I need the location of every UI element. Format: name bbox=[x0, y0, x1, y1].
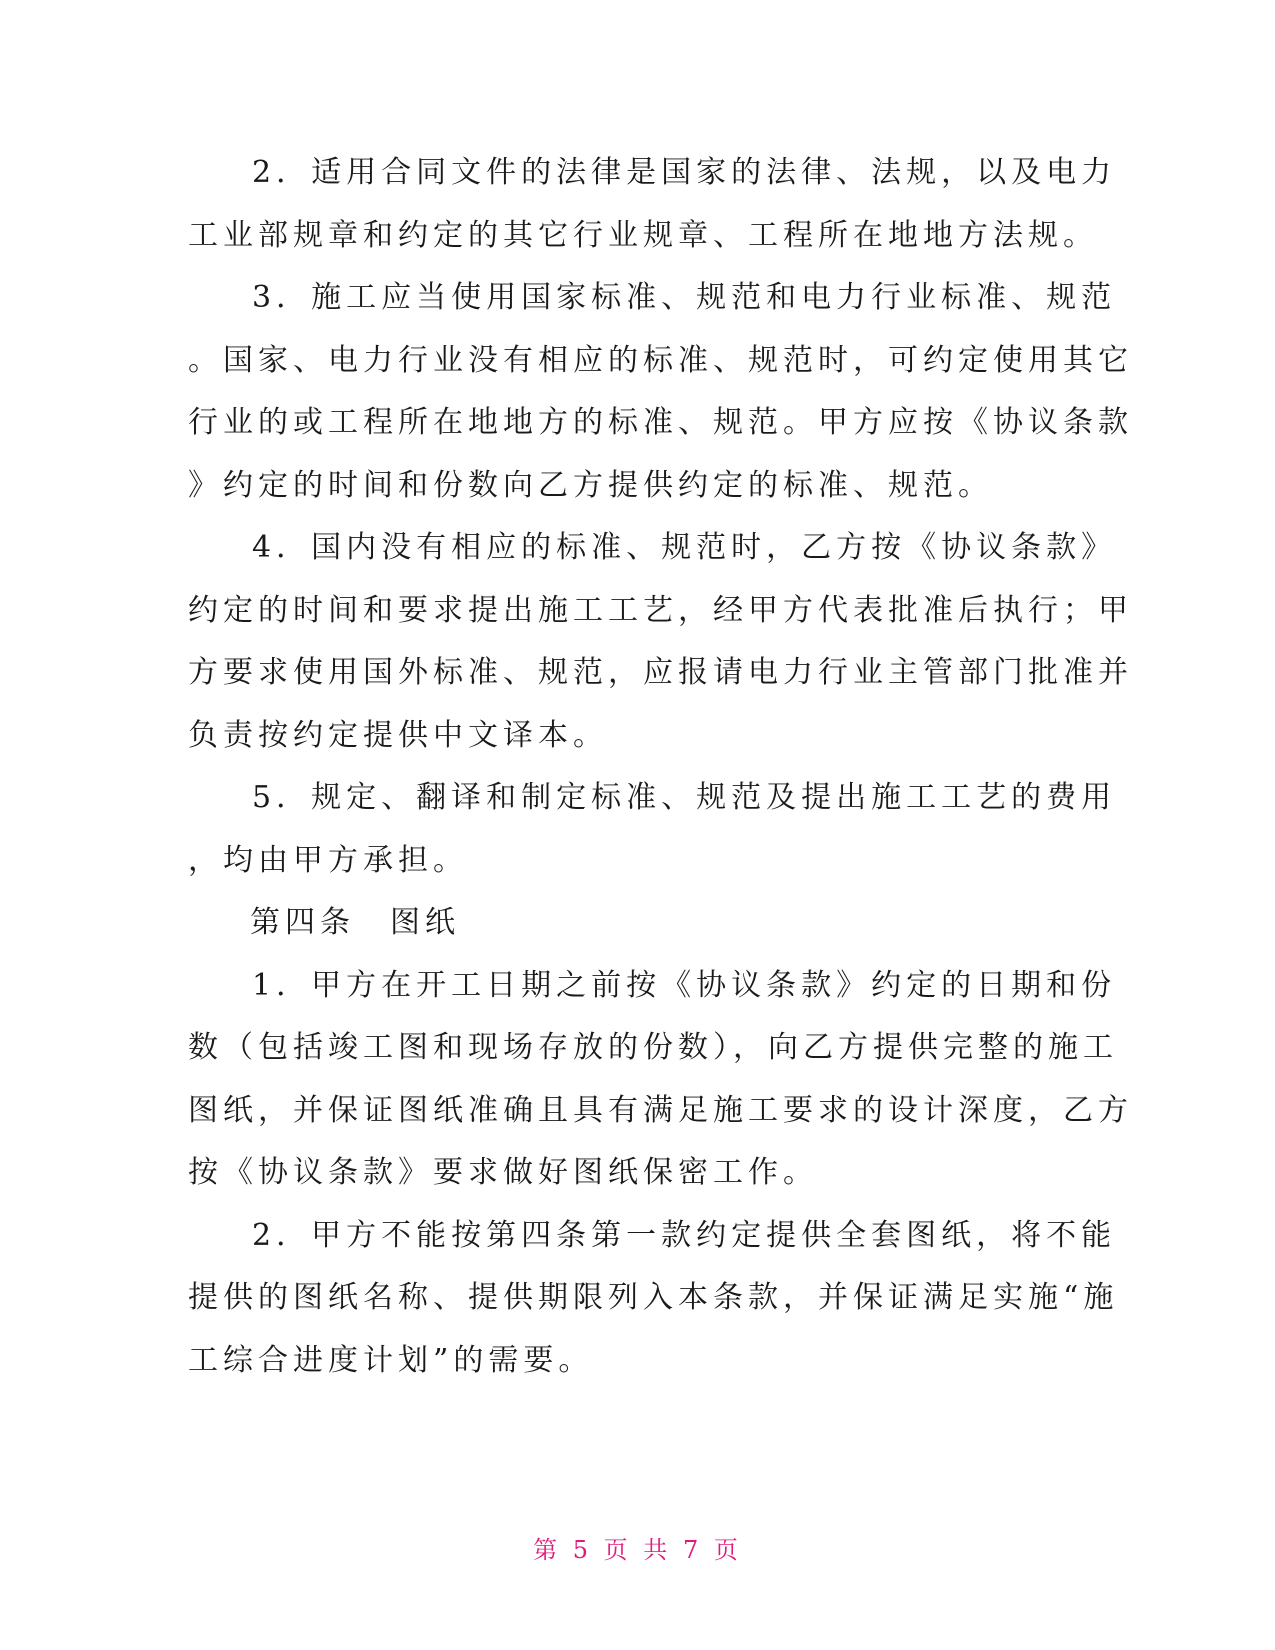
text-line: 按《协议条款》要求做好图纸保密工作。 bbox=[188, 1155, 818, 1190]
text-line: 。国家、电力行业没有相应的标准、规范时，可约定使用其它 bbox=[188, 342, 1133, 378]
text-line: 工业部规章和约定的其它行业规章、工程所在地地方法规。 bbox=[188, 217, 1098, 253]
text-line: 行业的或工程所在地地方的标准、规范。甲方应按《协议条款 bbox=[188, 405, 1133, 440]
text-line: 》约定的时间和份数向乙方提供约定的标准、规范。 bbox=[188, 467, 993, 503]
document-body bbox=[188, 142, 1133, 1392]
text-line: 约定的时间和要求提出施工工艺，经甲方代表批准后执行；甲 bbox=[188, 592, 1133, 628]
page-footer bbox=[0, 1530, 1275, 1565]
text-line: 负责按约定提供中文译本。 bbox=[188, 717, 608, 753]
text-line: 2．适用合同文件的法律是国家的法律、法规，以及电力 bbox=[252, 155, 1117, 190]
section-heading: 第四条 图纸 bbox=[250, 905, 460, 940]
text-line: 工综合进度计划”的需要。 bbox=[188, 1342, 594, 1378]
page-number: 第 5 页 共 7 页 bbox=[533, 1536, 742, 1564]
text-line: 1．甲方在开工日期之前按《协议条款》约定的日期和份 bbox=[252, 967, 1117, 1003]
text-line: 方要求使用国外标准、规范，应报请电力行业主管部门批准并 bbox=[188, 655, 1133, 690]
text-line: 4．国内没有相应的标准、规范时，乙方按《协议条款》 bbox=[252, 530, 1117, 565]
text-line: ，均由甲方承担。 bbox=[188, 842, 468, 878]
text-line: 图纸，并保证图纸准确且具有满足施工要求的设计深度，乙方 bbox=[188, 1092, 1133, 1128]
text-line: 2．甲方不能按第四条第一款约定提供全套图纸，将不能 bbox=[252, 1217, 1117, 1253]
text-line: 3．施工应当使用国家标准、规范和电力行业标准、规范 bbox=[252, 280, 1117, 315]
text-line: 数（包括竣工图和现场存放的份数），向乙方提供完整的施工 bbox=[188, 1030, 1118, 1065]
text-line: 提供的图纸名称、提供期限列入本条款，并保证满足实施“施 bbox=[188, 1280, 1119, 1315]
text-line: 5．规定、翻译和制定标准、规范及提出施工工艺的费用 bbox=[252, 780, 1117, 815]
